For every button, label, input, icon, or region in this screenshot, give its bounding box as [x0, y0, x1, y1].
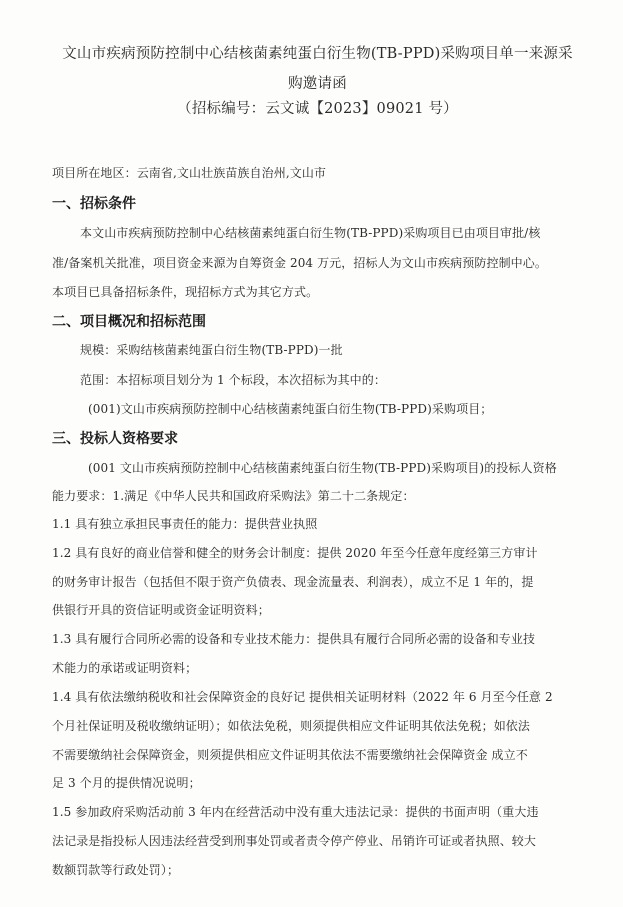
section2-scale: 规模：采购结核菌素纯蛋白衍生物(TB-PPD)一批 — [80, 343, 343, 357]
section1-paragraph-line3: 本项目已具备招标条件，现招标方式为其它方式。 — [52, 285, 319, 299]
section3-heading: 三、投标人资格要求 — [52, 431, 178, 447]
requirement-1-2-line3: 供银行开具的资信证明或资金证明资料； — [52, 603, 270, 617]
section1-heading: 一、招标条件 — [52, 196, 136, 212]
requirement-1-2-line2: 的财务审计报告（包括但不限于资产负债表、现金流量表、利润表），成立不足 1 年的，提 — [52, 575, 534, 589]
requirement-1-5-line2: 法记录是指投标人因违法经营受到刑事处罚或者责令停产停业、吊销许可证或者执照、较大 — [52, 834, 537, 848]
document-title-line2: 购邀请函 — [288, 76, 347, 92]
section1-paragraph-line1: 本文山市疾病预防控制中心结核菌素纯蛋白衍生物(TB-PPD)采购项目已由项目审批/核 — [80, 226, 541, 240]
requirement-1-4-line4: 足 3 个月的提供情况说明； — [52, 776, 201, 790]
section3-intro-line2: 能力要求：1.满足《中华人民共和国政府采购法》第二十二条规定： — [52, 489, 415, 503]
section1-paragraph-line2: 准/备案机关批准，项目资金来源为自筹资金 204 万元，招标人为文山市疾病预防控制中心。 — [52, 256, 547, 270]
requirement-1-4-line3: 不需要缴纳社会保障资金，则须提供相应文件证明其依法不需要缴纳社会保障资金 成立不 — [52, 748, 528, 762]
section2-scope: 范围：本招标项目划分为 1 个标段，本次招标为其中的： — [80, 373, 386, 387]
requirement-1-4-line1: 1.4 具有依法缴纳税收和社会保障资金的良好记 提供相关证明材料（2022 年 6 月至今任意 2 — [52, 690, 553, 704]
section2-heading: 二、项目概况和招标范围 — [52, 314, 206, 330]
document-title-line1: 文山市疾病预防控制中心结核菌素纯蛋白衍生物(TB-PPD)采购项目单一来源采 — [62, 46, 573, 62]
requirement-1-5-line1: 1.5 参加政府采购活动前 3 年内在经营活动中没有重大违法记录：提供的书面声明（重大违 — [52, 805, 539, 819]
requirement-1-1: 1.1 具有独立承担民事责任的能力：提供营业执照 — [52, 517, 318, 531]
requirement-1-3-line1: 1.3 具有履行合同所必需的设备和专业技术能力：提供具有履行合同所必需的设备和专业技 — [52, 632, 536, 646]
requirement-1-4-line2: 个月社保证明及税收缴纳证明）；如依法免税，则须提供相应文件证明其依法免税；如依法 — [52, 719, 531, 733]
requirement-1-3-line2: 术能力的承诺或证明资料； — [52, 661, 198, 675]
project-location: 项目所在地区：云南省,文山壮族苗族自治州,文山市 — [52, 166, 327, 180]
section2-lot: (001)文山市疾病预防控制中心结核菌素纯蛋白衍生物(TB-PPD)采购项目； — [88, 402, 493, 416]
requirement-1-5-line3: 数额罚款等行政处罚）； — [52, 863, 180, 877]
bid-number: （招标编号：云文诚【2023】09021 号） — [177, 101, 458, 117]
requirement-1-2-line1: 1.2 具有良好的商业信誉和健全的财务会计制度：提供 2020 年至今任意年度经第三方审计 — [52, 546, 538, 560]
section3-intro-line1: (001 文山市疾病预防控制中心结核菌素纯蛋白衍生物(TB-PPD)采购项目)的投标人资格 — [88, 461, 557, 475]
